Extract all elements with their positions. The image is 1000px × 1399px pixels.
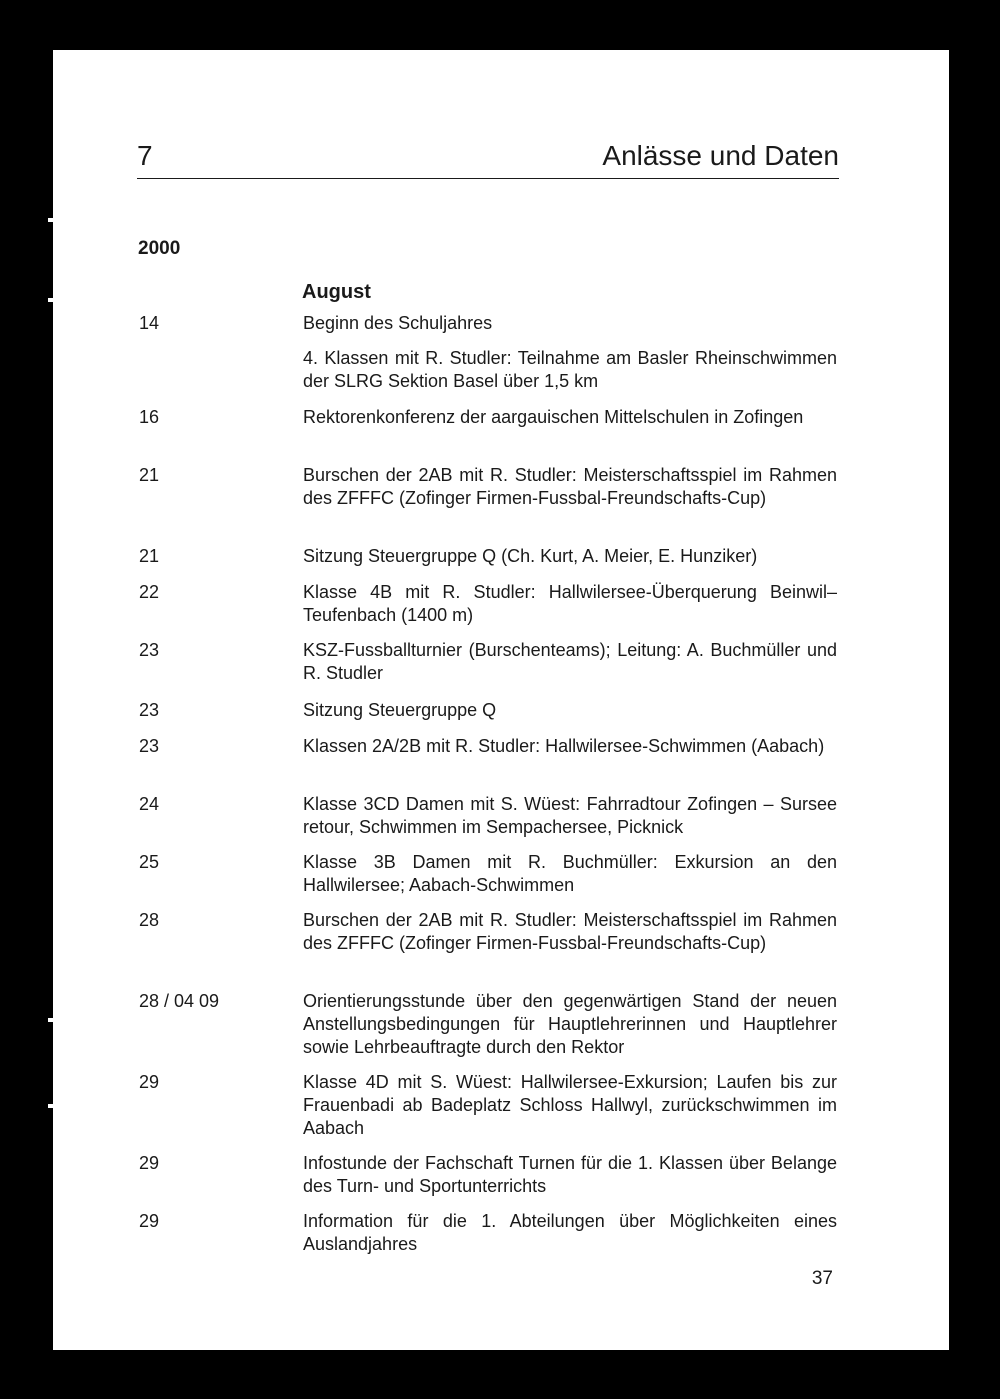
event-date: 29 xyxy=(139,1211,160,1231)
event-date: 25 xyxy=(139,852,160,872)
event-text: Rektorenkonferenz der aargauischen Mittelschulen in Zofingen xyxy=(303,407,804,427)
scan-artifact xyxy=(48,1104,53,1108)
event-text: Sitzung Steuergruppe Q (Ch. Kurt, A. Meier, E. Hunziker) xyxy=(303,546,758,566)
event-text: Information für die 1. Abteilungen über Möglichkeiten eines Auslandjahres xyxy=(303,1211,837,1254)
event-text: Klassen 2A/2B mit R. Studler: Hallwilersee-Schwimmen (Aabach) xyxy=(303,736,825,756)
event-date: 21 xyxy=(139,465,160,485)
chapter-number: 7 xyxy=(137,140,153,171)
event-text: Klasse 3CD Damen mit S. Wüest: Fahrradtour Zofingen – Sursee retour, Schwimmen im Sempachersee, Picknick xyxy=(303,794,837,837)
chapter-header xyxy=(137,138,839,179)
scan-artifact xyxy=(48,298,53,302)
event-date: 29 xyxy=(139,1072,160,1092)
event-text: 4. Klassen mit R. Studler: Teilnahme am Basler Rheinschwimmen der SLRG Sektion Basel über 1,5 km xyxy=(303,348,837,391)
event-text: Burschen der 2AB mit R. Studler: Meisterschaftsspiel im Rahmen des ZFFFC (Zofinger Firmen-Fussbal-Freundschafts-Cup) xyxy=(303,465,837,508)
year-heading: 2000 xyxy=(138,238,181,259)
event-date: 21 xyxy=(139,546,160,566)
event-text: Klasse 4B mit R. Studler: Hallwilersee-Überquerung Beinwil–Teufenbach (1400 m) xyxy=(303,582,837,625)
event-text: Orientierungsstunde über den gegenwärtigen Stand der neuen Anstellungsbedingungen für Hauptlehrerinnen und Hauptlehrer sowie Lehrbeauftragte durch den Rektor xyxy=(303,991,837,1057)
event-date: 14 xyxy=(139,313,160,333)
event-date: 28 / 04 09 xyxy=(139,991,220,1011)
event-text: KSZ-Fussballturnier (Burschenteams); Leitung: A. Buchmüller und R. Studler xyxy=(303,640,837,683)
chapter-title: Anlässe und Daten xyxy=(602,140,839,171)
event-date: 23 xyxy=(139,640,160,660)
event-text: Sitzung Steuergruppe Q xyxy=(303,700,497,720)
event-date: 16 xyxy=(139,407,160,427)
page-number: 37 xyxy=(811,1268,833,1289)
event-date: 29 xyxy=(139,1153,160,1173)
event-text: Klasse 3B Damen mit R. Buchmüller: Exkursion an den Hallwilersee; Aabach-Schwimmen xyxy=(303,852,837,895)
document-page xyxy=(53,50,949,1350)
event-date: 24 xyxy=(139,794,160,814)
event-date: 23 xyxy=(139,736,160,756)
event-date: 23 xyxy=(139,700,160,720)
event-text: Klasse 4D mit S. Wüest: Hallwilersee-Exkursion; Laufen bis zur Frauenbadi ab Badeplatz Schloss Hallwyl, zurückschwimmen im Aabach xyxy=(303,1072,837,1138)
scan-artifact xyxy=(48,218,53,222)
event-date: 22 xyxy=(139,582,160,602)
scan-artifact xyxy=(48,1018,53,1022)
month-heading: August xyxy=(302,281,371,303)
event-text: Burschen der 2AB mit R. Studler: Meisterschaftsspiel im Rahmen des ZFFFC (Zofinger Firmen-Fussbal-Freundschafts-Cup) xyxy=(303,910,837,953)
event-text: Beginn des Schuljahres xyxy=(303,313,493,333)
event-text: Infostunde der Fachschaft Turnen für die 1. Klassen über Belange des Turn- und Sportunterrichts xyxy=(303,1153,837,1196)
event-date: 28 xyxy=(139,910,160,930)
